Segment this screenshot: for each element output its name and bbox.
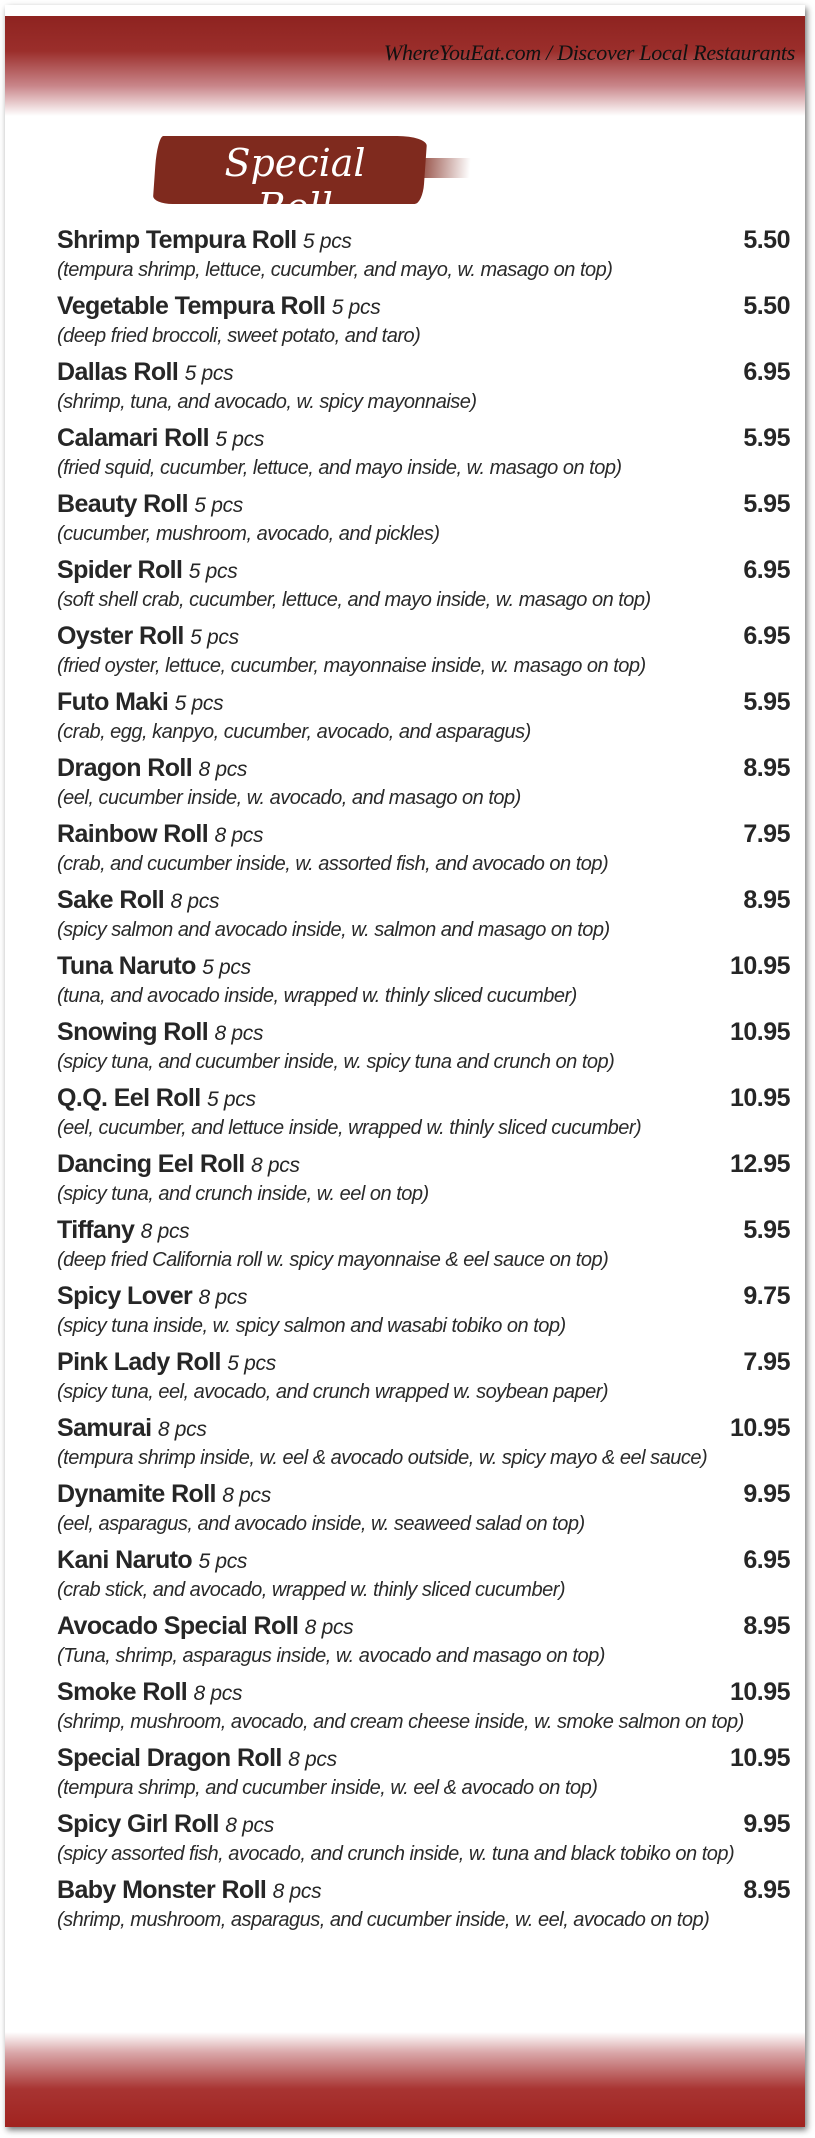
site-credit: WhereYouEat.com / Discover Local Restaurants — [383, 40, 795, 65]
item-description: (shrimp, tuna, and avocado, w. spicy mayonnaise) — [57, 391, 477, 413]
item-price: 10.95 — [729, 1678, 790, 1706]
item-name: Spicy Lover — [57, 1282, 193, 1310]
item-name: Pink Lady Roll — [57, 1348, 221, 1376]
item-description: (tuna, and avocado inside, wrapped w. thinly sliced cucumber) — [57, 985, 577, 1007]
menu-item — [57, 423, 790, 482]
menu-list — [57, 225, 790, 1941]
item-name: Vegetable Tempura Roll — [57, 292, 326, 320]
item-pieces: 5 pcs — [331, 296, 381, 319]
menu-item — [57, 1017, 790, 1076]
item-pieces: 5 pcs — [206, 1088, 256, 1111]
menu-page — [5, 5, 805, 2127]
item-name-line — [57, 1215, 790, 1247]
item-description: (fried oyster, lettuce, cucumber, mayonnaise inside, w. masago on top) — [57, 655, 646, 677]
item-price: 5.95 — [743, 688, 790, 716]
item-pieces: 8 pcs — [225, 1814, 274, 1837]
menu-item — [57, 555, 790, 614]
item-name: Q.Q. Eel Roll — [57, 1084, 201, 1112]
item-description: (tempura shrimp, and cucumber inside, w. eel & avocado on top) — [57, 1777, 598, 1799]
item-pieces: 5 pcs — [202, 956, 251, 979]
item-pieces: 8 pcs — [288, 1748, 337, 1771]
item-price: 8.95 — [743, 886, 790, 914]
item-pieces: 5 pcs — [188, 560, 238, 583]
item-pieces: 5 pcs — [174, 692, 224, 715]
item-price: 6.95 — [743, 622, 790, 650]
item-pieces: 8 pcs — [140, 1220, 190, 1243]
menu-item — [57, 951, 790, 1010]
menu-item — [57, 1083, 790, 1142]
item-pieces: 5 pcs — [198, 1550, 248, 1573]
item-price: 10.95 — [729, 1084, 790, 1112]
item-name-line — [57, 357, 790, 389]
item-description: (soft shell crab, cucumber, lettuce, and mayo inside, w. masago on top) — [57, 589, 651, 611]
menu-item — [57, 357, 790, 416]
item-name-line — [57, 1347, 790, 1379]
item-name: Rainbow Roll — [57, 820, 209, 848]
item-description: (eel, cucumber, and lettuce inside, wrapped w. thinly sliced cucumber) — [57, 1117, 642, 1139]
menu-item — [57, 1479, 790, 1538]
item-price: 5.50 — [743, 226, 790, 254]
menu-item — [57, 1545, 790, 1604]
item-price: 9.95 — [743, 1480, 790, 1508]
item-name-line — [57, 1017, 790, 1049]
header-band — [5, 16, 805, 116]
menu-item — [57, 621, 790, 680]
menu-item — [57, 753, 790, 812]
menu-item — [57, 687, 790, 746]
item-description: (fried squid, cucumber, lettuce, and mayo inside, w. masago on top) — [57, 457, 622, 479]
item-description: (crab, egg, kanpyo, cucumber, avocado, and asparagus) — [57, 721, 531, 743]
item-name-line — [57, 1611, 790, 1643]
item-name-line — [57, 1281, 790, 1313]
menu-item — [57, 1149, 790, 1208]
item-name-line — [57, 621, 790, 653]
item-name-line — [57, 687, 790, 719]
item-pieces: 8 pcs — [214, 824, 264, 847]
item-name-line — [57, 1545, 790, 1577]
item-name: Tuna Naruto — [57, 952, 196, 980]
item-name: Dragon Roll — [57, 754, 193, 782]
item-name-line — [57, 1149, 790, 1181]
item-name: Avocado Special Roll — [57, 1612, 299, 1640]
item-description: (Tuna, shrimp, asparagus inside, w. avocado and masago on top) — [57, 1645, 605, 1667]
item-name-line — [57, 225, 790, 257]
item-pieces: 8 pcs — [198, 1286, 248, 1309]
item-price: 10.95 — [729, 1018, 790, 1046]
item-pieces: 8 pcs — [251, 1154, 300, 1177]
menu-item — [57, 1677, 790, 1736]
item-name: Beauty Roll — [57, 490, 188, 518]
item-name: Samurai — [57, 1414, 152, 1442]
item-name-line — [57, 1083, 790, 1115]
item-name: Baby Monster Roll — [57, 1876, 267, 1904]
item-name: Tiffany — [57, 1216, 135, 1244]
item-pieces: 5 pcs — [184, 362, 234, 385]
item-description: (tempura shrimp, lettuce, cucumber, and mayo, w. masago on top) — [57, 259, 613, 281]
item-price: 5.95 — [743, 490, 790, 518]
item-description: (spicy tuna, and cucumber inside, w. spicy tuna and crunch on top) — [57, 1051, 615, 1073]
item-name-line — [57, 753, 790, 785]
item-name: Spicy Girl Roll — [57, 1810, 219, 1838]
menu-item — [57, 1413, 790, 1472]
item-name-line — [57, 1479, 790, 1511]
item-name-line — [57, 1875, 790, 1907]
item-price: 9.95 — [743, 1810, 790, 1838]
item-name: Dancing Eel Roll — [57, 1150, 245, 1178]
item-name-line — [57, 1809, 790, 1841]
item-name-line — [57, 555, 790, 587]
item-name: Snowing Roll — [57, 1018, 209, 1046]
item-description: (cucumber, mushroom, avocado, and pickles) — [57, 523, 440, 545]
item-pieces: 5 pcs — [227, 1352, 276, 1375]
item-description: (spicy assorted fish, avocado, and crunch inside, w. tuna and black tobiko on top) — [57, 1843, 735, 1865]
item-price: 6.95 — [743, 556, 790, 584]
item-description: (crab, and cucumber inside, w. assorted fish, and avocado on top) — [57, 853, 609, 875]
item-description: (deep fried broccoli, sweet potato, and taro) — [57, 325, 421, 347]
item-name: Calamari Roll — [57, 424, 209, 452]
item-price: 5.95 — [743, 424, 790, 452]
item-pieces: 8 pcs — [198, 758, 248, 781]
item-description: (spicy tuna, eel, avocado, and crunch wrapped w. soybean paper) — [57, 1381, 609, 1403]
item-name: Smoke Roll — [57, 1678, 188, 1706]
item-name: Shrimp Tempura Roll — [57, 226, 297, 254]
item-name-line — [57, 423, 790, 455]
item-name-line — [57, 819, 790, 851]
menu-item — [57, 291, 790, 350]
item-description: (shrimp, mushroom, avocado, and cream cheese inside, w. smoke salmon on top) — [57, 1711, 744, 1733]
item-description: (crab stick, and avocado, wrapped w. thinly sliced cucumber) — [57, 1579, 566, 1601]
item-description: (spicy tuna inside, w. spicy salmon and wasabi tobiko on top) — [57, 1315, 566, 1337]
item-name-line — [57, 489, 790, 521]
item-pieces: 8 pcs — [170, 890, 220, 913]
item-price: 8.95 — [743, 754, 790, 782]
item-price: 5.50 — [743, 292, 790, 320]
menu-item — [57, 1875, 790, 1934]
item-name-line — [57, 885, 790, 917]
item-price: 6.95 — [743, 1546, 790, 1574]
item-price: 9.75 — [743, 1282, 790, 1310]
item-price: 5.95 — [743, 1216, 790, 1244]
menu-item — [57, 489, 790, 548]
menu-item — [57, 819, 790, 878]
item-name-line — [57, 1743, 790, 1775]
item-pieces: 8 pcs — [272, 1880, 322, 1903]
menu-item — [57, 1281, 790, 1340]
item-price: 10.95 — [729, 952, 790, 980]
item-price: 8.95 — [743, 1876, 790, 1904]
item-name-line — [57, 1677, 790, 1709]
item-description: (shrimp, mushroom, asparagus, and cucumber inside, w. eel, avocado on top) — [57, 1909, 710, 1931]
section-title: Special Roll — [224, 141, 366, 229]
menu-item — [57, 1743, 790, 1802]
menu-item — [57, 1347, 790, 1406]
item-name-line — [57, 291, 790, 323]
item-description: (eel, asparagus, and avocado inside, w. seaweed salad on top) — [57, 1513, 585, 1535]
item-price: 12.95 — [729, 1150, 790, 1178]
item-pieces: 8 pcs — [157, 1418, 207, 1441]
item-price: 7.95 — [743, 820, 790, 848]
item-name-line — [57, 1413, 790, 1445]
item-name: Oyster Roll — [57, 622, 184, 650]
item-description: (deep fried California roll w. spicy mayonnaise & eel sauce on top) — [57, 1249, 609, 1271]
item-description: (eel, cucumber inside, w. avocado, and masago on top) — [57, 787, 521, 809]
item-pieces: 5 pcs — [194, 494, 243, 517]
item-name: Special Dragon Roll — [57, 1744, 282, 1772]
item-name-line — [57, 951, 790, 983]
item-price: 7.95 — [743, 1348, 790, 1376]
item-pieces: 8 pcs — [304, 1616, 354, 1639]
item-name: Dynamite Roll — [57, 1480, 216, 1508]
menu-item — [57, 1215, 790, 1274]
item-pieces: 5 pcs — [190, 626, 239, 649]
item-price: 10.95 — [729, 1414, 790, 1442]
item-description: (tempura shrimp inside, w. eel & avocado outside, w. spicy mayo & eel sauce) — [57, 1447, 708, 1469]
item-description: (spicy salmon and avocado inside, w. salmon and masago on top) — [57, 919, 610, 941]
item-description: (spicy tuna, and crunch inside, w. eel on top) — [57, 1183, 429, 1205]
item-name: Futo Maki — [57, 688, 169, 716]
item-name: Dallas Roll — [57, 358, 179, 386]
menu-item — [57, 1809, 790, 1868]
menu-item — [57, 1611, 790, 1670]
item-pieces: 8 pcs — [222, 1484, 271, 1507]
item-pieces: 8 pcs — [193, 1682, 243, 1705]
item-pieces: 5 pcs — [215, 428, 265, 451]
item-price: 6.95 — [743, 358, 790, 386]
item-price: 10.95 — [729, 1744, 790, 1772]
item-pieces: 8 pcs — [214, 1022, 264, 1045]
item-name: Kani Naruto — [57, 1546, 193, 1574]
footer-band — [5, 2032, 805, 2127]
menu-item — [57, 885, 790, 944]
item-name: Spider Roll — [57, 556, 183, 584]
item-pieces: 5 pcs — [302, 230, 352, 253]
menu-item — [57, 225, 790, 284]
item-price: 8.95 — [743, 1612, 790, 1640]
item-name: Sake Roll — [57, 886, 165, 914]
